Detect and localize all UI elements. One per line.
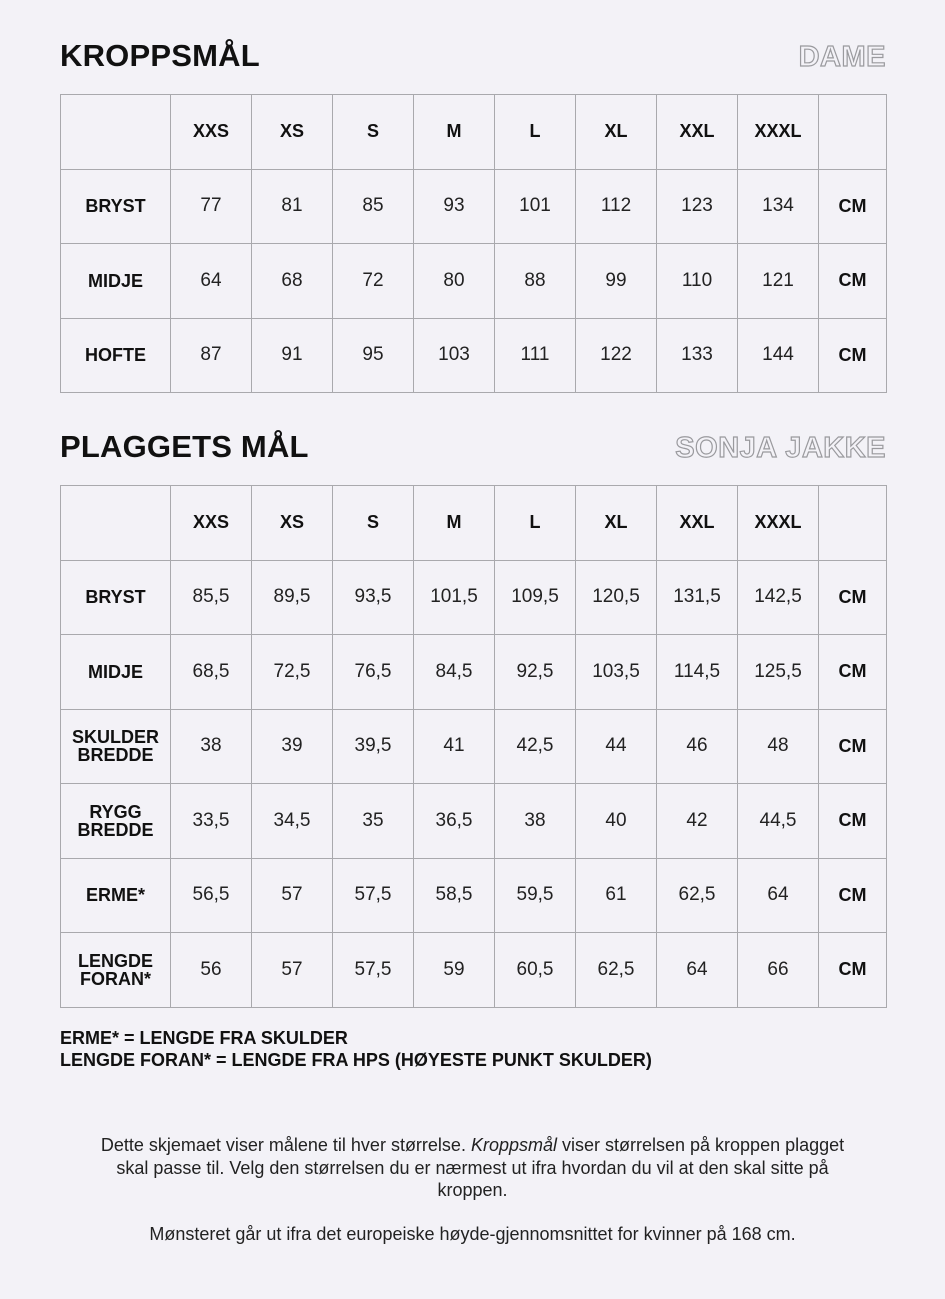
table-row [61,560,887,635]
footnotes [60,1027,652,1071]
description-text: viser størrelsen på kroppen plagget skal passe til. Velg den størrelsen du er nærmest ut ifra hvordan du vil at den skal sitte på kroppen. [116,1135,845,1200]
table-cell: 42 [657,784,738,859]
row-label: MIDJE [61,244,171,319]
body-measurements-header [60,38,886,74]
unit-cell: CM [819,858,887,933]
table-cell: 41 [414,709,495,784]
table-row [61,244,887,319]
body-measurements-title: KROPPSMÅL [60,38,260,73]
table-cell: 125,5 [738,635,819,710]
table-cell: 33,5 [171,784,252,859]
table-cell: 120,5 [576,560,657,635]
garment-measurements-label: SONJA JAKKE [675,432,886,464]
footnote-front-length: LENGDE FORAN* = LENGDE FRA HPS (HØYESTE PUNKT SKULDER) [60,1050,652,1070]
table-cell: 42,5 [495,709,576,784]
body-measurements-label: DAME [798,41,886,73]
size-header: M [414,486,495,561]
table-cell: 34,5 [252,784,333,859]
row-label [61,709,171,784]
row-label-line: SKULDER [71,727,159,748]
unit-cell: CM [819,560,887,635]
table-cell: 64 [738,858,819,933]
table-cell: 62,5 [657,858,738,933]
table-row [61,318,887,393]
table-cell: 110 [657,244,738,319]
body-measurements-table [60,94,887,393]
table-cell: 123 [657,169,738,244]
table-row [61,169,887,244]
table-cell: 93 [414,169,495,244]
table-cell: 57 [252,858,333,933]
description-text: Dette skjemaet viser målene til hver størrelse. [100,1135,471,1155]
empty-corner-cell [61,486,171,561]
empty-unit-header [819,486,887,561]
table-cell: 64 [657,933,738,1008]
table-cell: 59 [414,933,495,1008]
table-cell: 103,5 [576,635,657,710]
table-cell: 46 [657,709,738,784]
table-cell: 88 [495,244,576,319]
table-cell: 59,5 [495,858,576,933]
table-cell: 114,5 [657,635,738,710]
description-emphasis: Kroppsmål [470,1135,557,1155]
row-label [61,784,171,859]
size-header: XXXL [738,486,819,561]
table-cell: 76,5 [333,635,414,710]
size-header: XXXL [738,95,819,170]
row-label: BRYST [61,169,171,244]
garment-measurements-table [60,485,887,1008]
table-cell: 39 [252,709,333,784]
row-label-line: LENGDE [77,950,153,971]
table-cell: 39,5 [333,709,414,784]
row-label [61,933,171,1008]
table-cell: 40 [576,784,657,859]
table-row [61,709,887,784]
row-label: MIDJE [61,635,171,710]
table-cell: 95 [333,318,414,393]
size-header: XXL [657,95,738,170]
row-label-line: RYGG [89,801,142,822]
row-label: BRYST [61,560,171,635]
row-label: HOFTE [61,318,171,393]
unit-cell: CM [819,318,887,393]
size-header: XXL [657,486,738,561]
table-cell: 57,5 [333,933,414,1008]
size-header: XL [576,95,657,170]
table-cell: 60,5 [495,933,576,1008]
row-label-line: BREDDE [77,819,154,840]
table-cell: 144 [738,318,819,393]
empty-corner-cell [61,95,171,170]
table-cell: 99 [576,244,657,319]
table-cell: 56,5 [171,858,252,933]
size-header: L [495,486,576,561]
row-label: ERME* [61,858,171,933]
table-row [61,858,887,933]
table-cell: 38 [171,709,252,784]
size-header: XS [252,95,333,170]
garment-measurements-title: PLAGGETS MÅL [60,429,309,464]
unit-cell: CM [819,933,887,1008]
description [100,1134,845,1266]
unit-cell: CM [819,709,887,784]
table-cell: 109,5 [495,560,576,635]
table-cell: 80 [414,244,495,319]
table-cell: 48 [738,709,819,784]
unit-cell: CM [819,784,887,859]
table-row [61,933,887,1008]
size-header: XXS [171,95,252,170]
table-cell: 91 [252,318,333,393]
table-cell: 131,5 [657,560,738,635]
size-header: XXS [171,486,252,561]
footnote-sleeve: ERME* = LENGDE FRA SKULDER [60,1028,348,1048]
table-cell: 38 [495,784,576,859]
size-header: S [333,95,414,170]
table-cell: 87 [171,318,252,393]
table-row [61,784,887,859]
table-cell: 121 [738,244,819,319]
unit-cell: CM [819,169,887,244]
table-cell: 85 [333,169,414,244]
table-cell: 81 [252,169,333,244]
table-cell: 44 [576,709,657,784]
size-header: M [414,95,495,170]
table-cell: 112 [576,169,657,244]
table-cell: 58,5 [414,858,495,933]
table-cell: 35 [333,784,414,859]
table-cell: 72 [333,244,414,319]
table-cell: 61 [576,858,657,933]
table-cell: 77 [171,169,252,244]
table-cell: 44,5 [738,784,819,859]
table-cell: 134 [738,169,819,244]
table-cell: 103 [414,318,495,393]
size-header: L [495,95,576,170]
size-header: XL [576,486,657,561]
table-cell: 101 [495,169,576,244]
table-cell: 101,5 [414,560,495,635]
table-cell: 57 [252,933,333,1008]
table-cell: 56 [171,933,252,1008]
table-cell: 85,5 [171,560,252,635]
table-cell: 62,5 [576,933,657,1008]
empty-unit-header [819,95,887,170]
unit-cell: CM [819,635,887,710]
table-cell: 133 [657,318,738,393]
table-cell: 93,5 [333,560,414,635]
table-cell: 66 [738,933,819,1008]
table-cell: 72,5 [252,635,333,710]
row-label-line: BREDDE [77,745,154,766]
table-row [61,635,887,710]
table-cell: 89,5 [252,560,333,635]
table-cell: 111 [495,318,576,393]
table-cell: 68 [252,244,333,319]
table-cell: 142,5 [738,560,819,635]
table-cell: 122 [576,318,657,393]
table-cell: 57,5 [333,858,414,933]
unit-cell: CM [819,244,887,319]
table-header-row [61,95,887,170]
size-header: S [333,486,414,561]
table-cell: 36,5 [414,784,495,859]
description-paragraph [100,1134,845,1202]
table-cell: 92,5 [495,635,576,710]
description-paragraph: Mønsteret går ut ifra det europeiske høyde-gjennomsnittet for kvinner på 168 cm. [149,1223,796,1244]
table-cell: 64 [171,244,252,319]
size-header: XS [252,486,333,561]
row-label-line: FORAN* [80,968,151,989]
garment-measurements-header [60,429,886,465]
table-header-row [61,486,887,561]
table-cell: 84,5 [414,635,495,710]
table-cell: 68,5 [171,635,252,710]
